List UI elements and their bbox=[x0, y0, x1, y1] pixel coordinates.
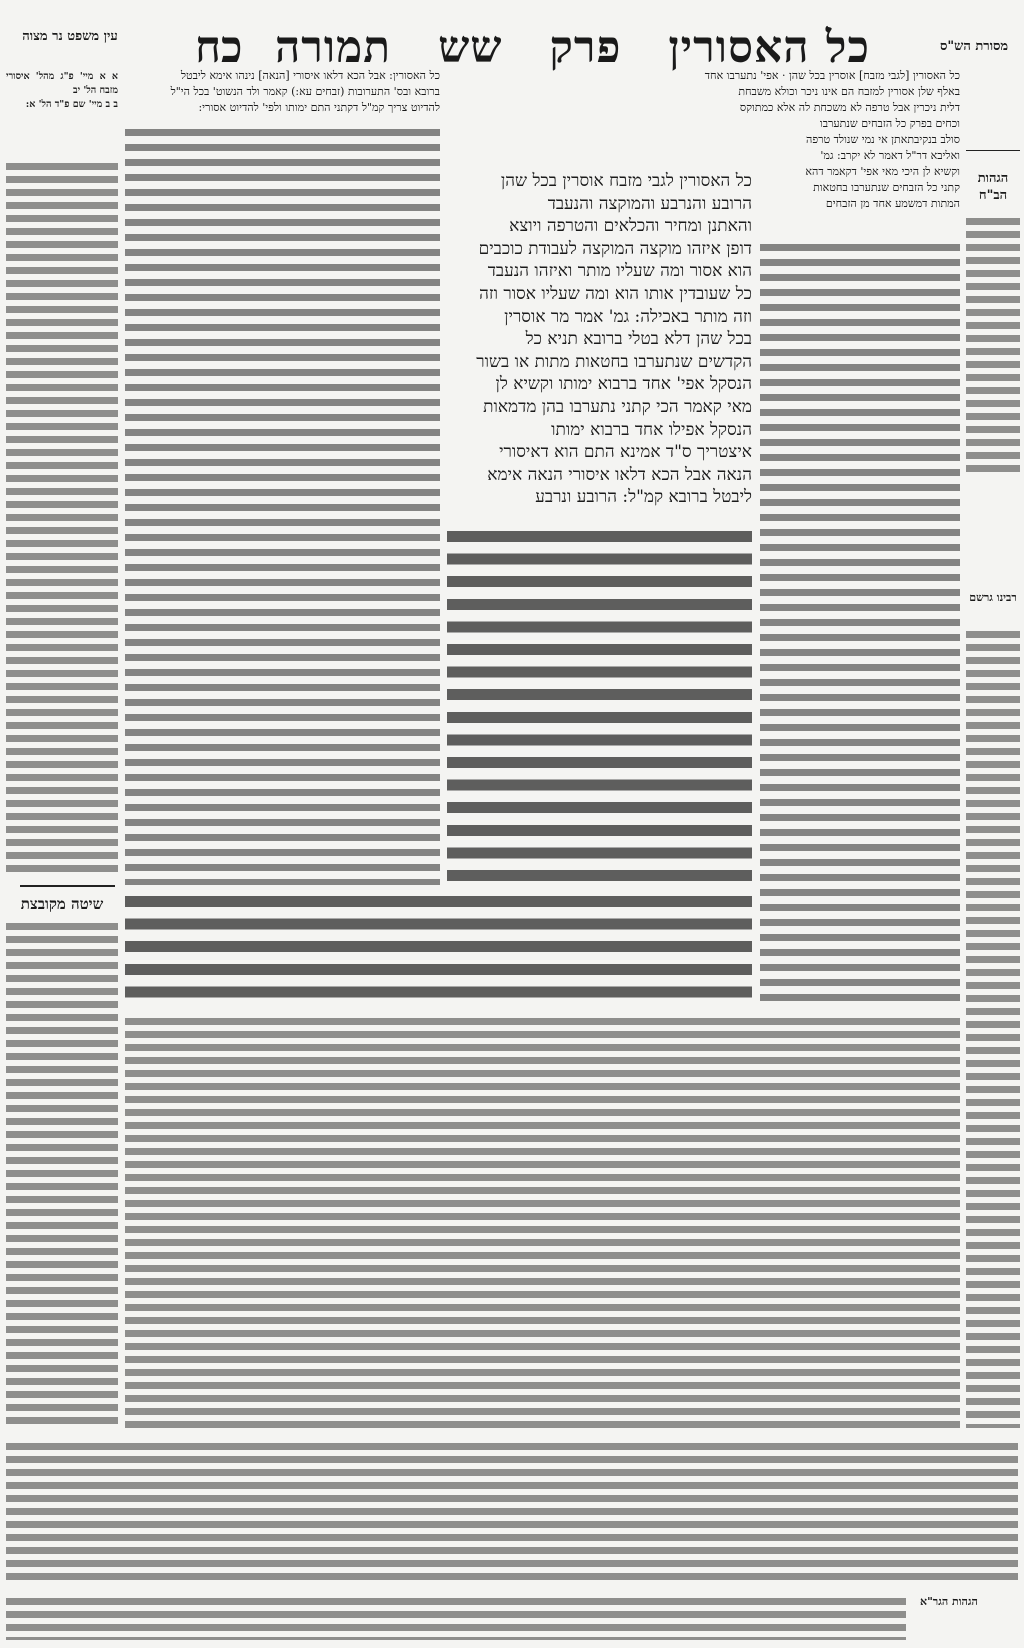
rashi-line: דלית ניכרין אבל טרפה לא משכחת לה אלא כמתוקס bbox=[739, 101, 960, 114]
gemara-line: דופן איזהו מוקצה המוקצה לעבודת כוכבים bbox=[478, 238, 752, 259]
ein-mishpat-label: עין משפט נר מצוה bbox=[22, 29, 118, 44]
rashi-line: וקשיא לן היכי מאי אפי' דקאמר דהא bbox=[805, 165, 960, 178]
gemara-line: כל האסורין לגבי מזבח אוסרין בכל שהן bbox=[500, 171, 752, 191]
gemara-line: בכל שהן דלא בטלי ברובא תניא כל bbox=[525, 329, 752, 350]
daf-number: כח bbox=[195, 22, 243, 73]
rashi-text-block bbox=[760, 240, 960, 1005]
rashi-column bbox=[704, 68, 960, 212]
gemara-main-text bbox=[447, 170, 752, 509]
divider bbox=[20, 885, 115, 887]
shita-mekubetzet-heading: שיטה מקובצת bbox=[20, 895, 104, 913]
gemara-line: איצטריך ס"ד אמינא התם הוא דאיסורי bbox=[499, 442, 752, 463]
rashi-line: כל האסורין [לגבי מזבח] אוסרין בכל שהן · אפי' נתערבו אחד bbox=[704, 69, 960, 82]
gemara-line: הרובע והנרבע והמוקצה והנעבד bbox=[547, 193, 752, 214]
masoret-hashas-label: מסורת הש"ס bbox=[940, 39, 1009, 54]
divider bbox=[966, 150, 1020, 151]
gemara-line: הנסקל אפי' אחד ברבוא ימותו וקשיא לן bbox=[495, 374, 752, 395]
shita-mekubetzet-text bbox=[6, 920, 118, 1430]
chapter-name: כל האסורין bbox=[668, 22, 870, 73]
gemara-line: הקדשים שנתערבו בחטאות מתות או בשור bbox=[476, 351, 752, 372]
ein-mishpat-text-block bbox=[6, 160, 118, 875]
hagahot-habach-heading: הגהות הב"ח bbox=[977, 171, 1009, 203]
hagahot-habach-text bbox=[966, 215, 1020, 475]
rashi-line: המתות דמשמע אחד מן הזבחים bbox=[825, 197, 960, 210]
gemara-line: הנסקל אפילו אחד ברבוא ימותו bbox=[551, 419, 752, 440]
gemara-line: כל שעובדין אותו הוא ומה שעליו אסור וזה bbox=[479, 283, 752, 304]
tosafot-text-block bbox=[125, 125, 440, 885]
rashi-line: וכחים בפרק כל הזבחים שנתערבו bbox=[819, 117, 960, 130]
bottom-commentary-block bbox=[6, 1440, 1018, 1580]
rashi-line: קתני כל הזבחים שנתערבו בחטאות bbox=[813, 181, 960, 194]
ein-mishpat-column bbox=[6, 70, 118, 112]
tosafot-column bbox=[125, 68, 440, 116]
gemara-text-block-wide bbox=[125, 890, 752, 1005]
rashi-line: סולב בנקיבתאתן אי נמי שנולד טרפה bbox=[806, 133, 960, 146]
gemara-line: הוא אסור ומה שעליו מותר ואיזהו הנעבד bbox=[487, 261, 752, 282]
ein-mishpat-entry: א א מיי' פ"ג מהל' איסורי מזבח הל' יב bbox=[6, 71, 118, 96]
rabbenu-gershom-heading: רבינו גרשם bbox=[969, 591, 1017, 604]
gemara-line: וזה מותר באכילה: גמ' אמר מר אוסרין bbox=[504, 306, 752, 327]
rashi-line: באלף שלן אסורין למזבח הם אינו ניכר וכולא משבחת bbox=[738, 85, 960, 98]
tosafot-line: כל האסורין: אבל הכא דלאו איסורי [הנאה] נינהו אימא ליבטל bbox=[180, 69, 440, 82]
rabbenu-gershom-text bbox=[966, 628, 1020, 1428]
hagahot-hagra-text bbox=[6, 1595, 906, 1640]
page-header-title bbox=[275, 22, 870, 73]
perek-number: שש bbox=[438, 22, 503, 73]
tosafot-line: להדיוט צריך קמ"ל דקתני התם ימותו ולפי' להדיוט אסורי: bbox=[198, 101, 440, 114]
perek-label: פרק bbox=[549, 22, 622, 73]
hagahot-hagra-heading: הגהות הגר"א bbox=[920, 1595, 978, 1608]
gemara-line: והאתנן ומחיר והכלאים והטרפה ויוצא bbox=[509, 216, 752, 237]
gemara-line: הנאה אבל הכא דלאו איסורי הנאה אימא bbox=[487, 464, 752, 485]
tractate-name: תמורה bbox=[275, 22, 392, 73]
tosafot-line: ברובא ובס' התערובות (זבחים עא:) קאמר ולד הנשוט' בכל הי"ל bbox=[170, 85, 440, 98]
gemara-line: ליבטל ברובא קמ"ל: הרובע ונרבע bbox=[535, 487, 752, 508]
rashi-line: ואליבא דר"ל דאמר לא יקרב: גמ' bbox=[820, 149, 960, 162]
gemara-line: מאי קאמר הכי קתני נתערבו בהן מדמאות bbox=[483, 396, 752, 417]
lower-commentary-block bbox=[125, 1015, 960, 1430]
gemara-text-block bbox=[447, 525, 752, 885]
ein-mishpat-entry: ב ב מיי' שם פ"ד הל' א: bbox=[25, 99, 118, 110]
